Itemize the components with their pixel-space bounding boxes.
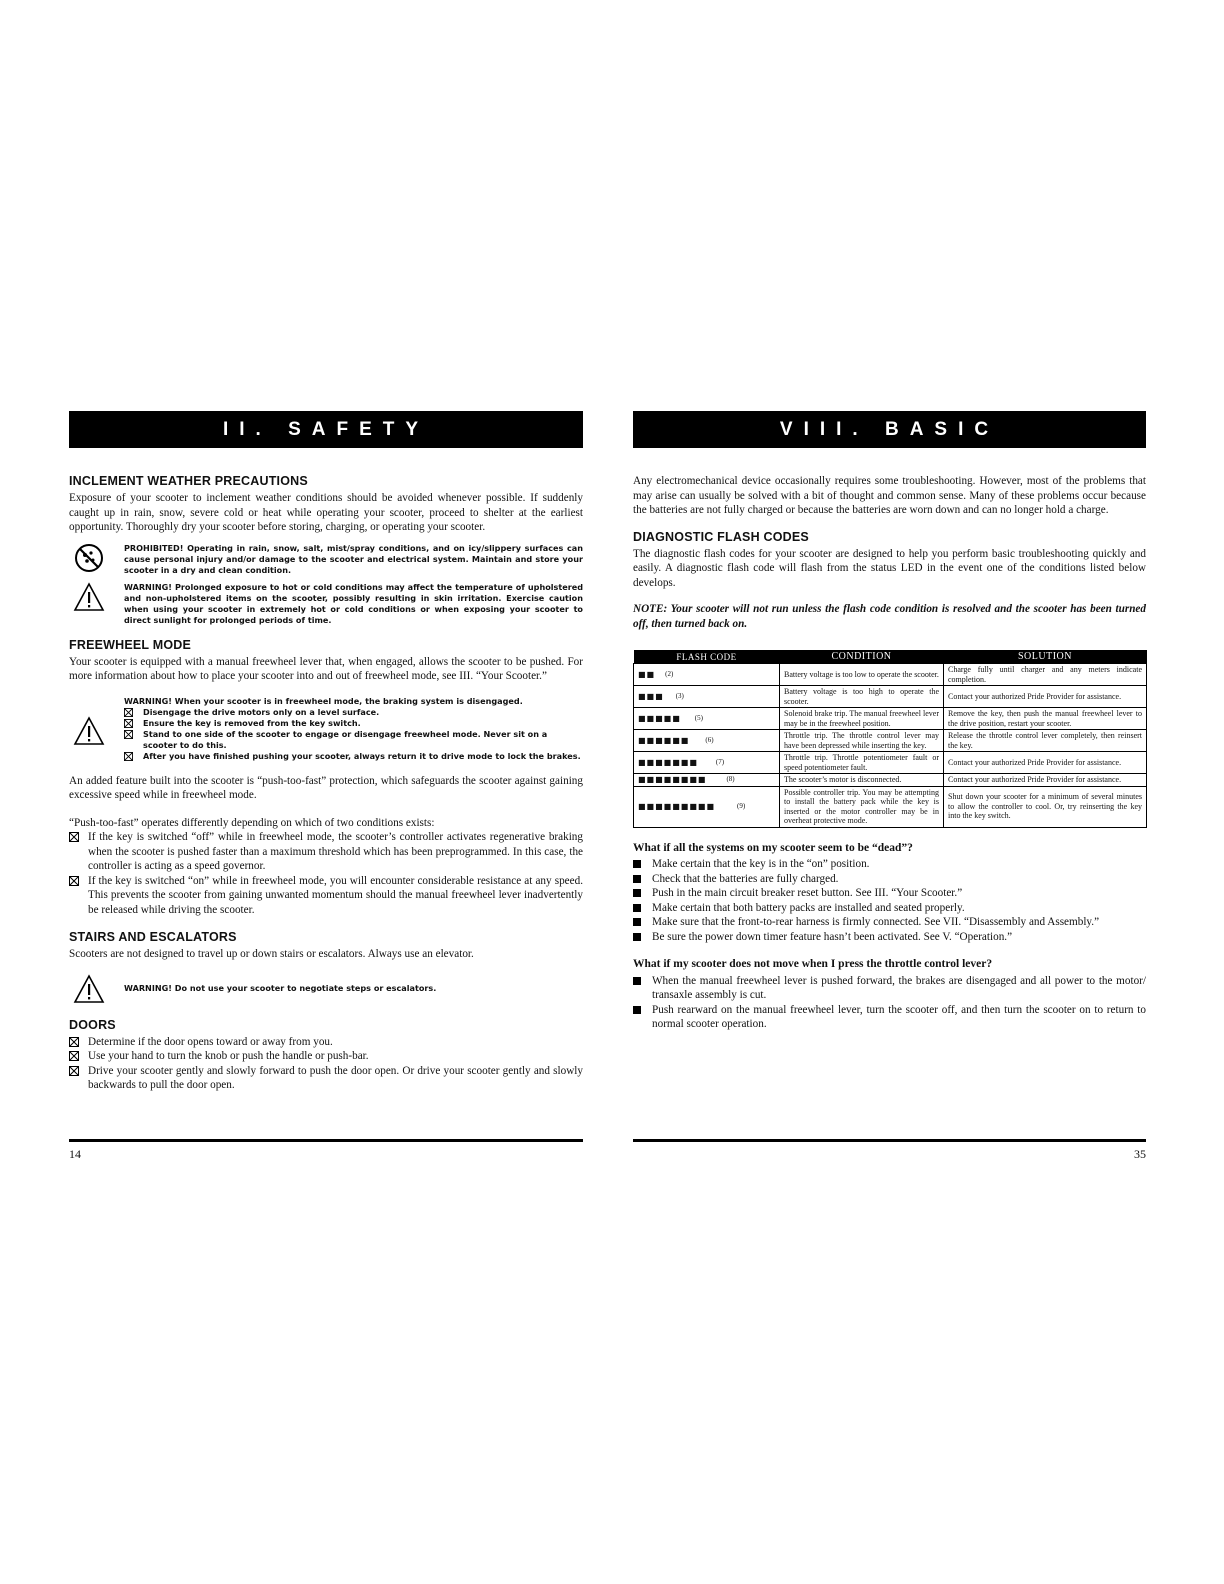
table-row [634,730,1147,752]
checkbox-x-icon [69,876,79,886]
dead-question: What if all the systems on my scooter seem to be “dead”? [633,841,913,854]
list-item: Determine if the door opens toward or away from you. [69,1035,583,1050]
heading-stairs-escalators: STAIRS AND ESCALATORS [69,930,237,944]
doors-list [69,1035,583,1093]
heading-doors: DOORS [69,1017,116,1032]
page-number: 14 [69,1147,81,1161]
weather-body: Exposure of your scooter to inclement weather conditions should be avoided whenever possible. If suddenly caught up in rain, snow, severe cold or heat while operating your scooter, proceed to shelter at the earliest opportunity. Thoroughly dry your scooter before storing, charging, or operating your scooter. [69,492,583,533]
list-item: Make certain that the key is in the “on” position. [633,857,1146,872]
no-move-checklist [633,974,1146,1032]
checkbox-x-icon [69,832,79,842]
list-item: When the manual freewheel lever is pushed forward, the brakes are disengaged and all power to the motor/ transaxle assembly is cut. [633,974,1146,1003]
flash-code-cell [634,786,780,827]
table-row [634,786,1147,827]
table-row [634,774,1147,787]
column-header: CONDITION [780,650,944,664]
condition-cell: Battery voltage is too low to operate the scooter. [780,664,944,686]
flash-code-note: NOTE: Your scooter will not run unless the flash code condition is resolved and the scooter has been turned off, then turned back on. [633,603,1146,630]
freewheel-body: Your scooter is equipped with a manual freewheel lever that, when engaged, allows the scooter to be pushed. For more information about how to place your scooter into and out of freewheel mode, see III. “Your Scooter.” [69,655,583,682]
solution-cell: Contact your authorized Pride Provider for assistance. [944,774,1147,787]
flash-code-table [633,650,1147,828]
flash-count: (6) [705,735,714,744]
table-header-row [634,650,1147,664]
footer-rule [633,1139,1146,1142]
list-item: Make sure that the front-to-rear harness is firmly connected. See VII. “Disassembly and Assembly.” [633,915,1146,930]
condition-cell: The scooter’s motor is disconnected. [780,774,944,787]
weather-warning-text: WARNING! Prolonged exposure to hot or cold conditions may affect the temperature of upholstered and non-upholstered items on the scooter, possibly resulting in skin irritation. Exercise caution when using your scooter in extremely hot or cold conditions or when exposing your scooter to direct sunlight for prolonged periods of time. [124,581,583,625]
table-row [634,708,1147,730]
flash-dots: ■■■■■■ [638,735,690,745]
list-item: If the key is switched “on” while in freewheel mode, you will encounter considerable resistance at any speed. This prevents the scooter from gaining unwanted momentum should the manual freewheel lever inadvertently be released while driving the scooter. [69,874,583,918]
freewheel-warning-title: WARNING! When your scooter is in freewheel mode, the braking system is disengaged. [124,695,523,706]
table-row [634,664,1147,686]
list-item: Push in the main circuit breaker reset button. See III. “Your Scooter.” [633,886,1146,901]
warning-triangle-icon [69,582,109,612]
heading-freewheel-mode: FREEWHEEL MODE [69,637,192,652]
list-item: Make certain that both battery packs are installed and seated properly. [633,901,1146,916]
solution-cell: Contact your authorized Pride Provider for assistance. [944,752,1147,774]
flash-count: (7) [715,757,725,766]
condition-cell: Throttle trip. The throttle control lever may have been depressed while inserting the key. [780,730,944,752]
freewheel-warning-body [109,696,583,762]
table-row [634,752,1147,774]
checkbox-x-icon [69,1051,79,1061]
section-banner-safety: II. SAFETY [69,411,583,448]
checkbox-x-icon [124,730,133,739]
prohibited-notice [69,543,583,576]
list-item: If the key is switched “off” while in freewheel mode, the scooter’s controller activates regenerative braking when the scooter is pushed faster than a maximum threshold which has been preprogrammed. In this case, the controller is acting as a speed governor. [69,830,583,874]
flash-dots: ■■■■■ [638,713,681,723]
flash-code-cell [634,774,780,787]
flash-code-cell [634,752,780,774]
flash-code-cell [634,664,780,686]
flash-dots: ■■■■■■■■ [638,775,707,784]
page-number: 35 [1134,1147,1146,1161]
column-header: SOLUTION [944,650,1147,664]
section-banner-troubleshooting: VIII. BASIC TROUBLESHOOTING [633,411,1146,448]
left-page [69,0,583,1584]
push-too-fast-conditions [69,830,583,917]
right-content [633,474,1146,1032]
weather-warning [69,582,583,626]
condition-cell: Solenoid brake trip. The manual freewheel lever may be in the freewheel position. [780,708,944,730]
flash-dots: ■■■■■■■■■ [638,801,716,811]
checkbox-x-icon [124,708,133,717]
list-item: Disengage the drive motors only on a level surface. [124,707,583,718]
flash-count: (8) [726,775,735,783]
freewheel-warning-list [124,707,583,762]
list-item: Be sure the power down timer feature hasn’t been activated. See V. “Operation.” [633,930,1146,945]
troubleshooting-intro: Any electromechanical device occasionally requires some troubleshooting. However, most of the problems that may arise can usually be solved with a bit of thought and common sense. Many of these problems occur because the batteries are not fully charged or because the batteries are worn down and can no longer hold a charge. [633,475,1146,516]
heading-diagnostic-flash-codes: DIAGNOSTIC FLASH CODES [633,529,809,544]
condition-cell: Throttle trip. Throttle potentiometer fault or speed potentiometer fault. [780,752,944,774]
table-row [634,686,1147,708]
flash-code-cell [634,686,780,708]
condition-cell: Possible controller trip. You may be attempting to install the battery pack while the key is inserted or the motor controller may be in overheat protective mode. [780,786,944,827]
warning-triangle-icon [69,974,109,1004]
flash-count: (5) [694,713,703,722]
prohibited-icon [69,543,109,573]
condition-cell: Battery voltage is too high to operate the scooter. [780,686,944,708]
solution-cell: Remove the key, then push the manual freewheel lever to the drive position, restart your scooter. [944,708,1147,730]
flash-code-cell [634,708,780,730]
push-too-fast-intro: “Push-too-fast” operates differently depending on which of two conditions exists: [69,816,435,829]
flash-count: (9) [737,801,746,810]
footer-rule [69,1139,583,1142]
list-item: Use your hand to turn the knob or push the handle or push-bar. [69,1049,583,1064]
checkbox-x-icon [69,1066,79,1076]
left-content [69,474,583,1093]
dead-checklist [633,857,1146,944]
flash-dots: ■■ [638,669,656,679]
stairs-warning [69,974,583,1004]
solution-cell: Shut down your scooter for a minimum of several minutes to allow the controller to cool. Or, try reinserting the key into the key switch. [944,786,1147,827]
solution-cell: Contact your authorized Pride Provider for assistance. [944,686,1147,708]
checkbox-x-icon [124,719,133,728]
column-header: FLASH CODE [634,650,780,664]
push-too-fast-body: An added feature built into the scooter is “push-too-fast” protection, which safeguards the scooter against gaining excessive speed while in freewheel mode. [69,774,583,801]
solution-cell: Charge fully until charger and any meters indicate completion. [944,664,1147,686]
stairs-body: Scooters are not designed to travel up or down stairs or escalators. Always use an elevator. [69,948,474,960]
solution-cell: Release the throttle control lever completely, then reinsert the key. [944,730,1147,752]
list-item: Check that the batteries are fully charged. [633,872,1146,887]
flash-code-cell [634,730,780,752]
flash-count: (3) [675,691,684,700]
freewheel-warning [69,696,583,762]
flash-count: (2) [665,669,674,678]
list-item: Push rearward on the manual freewheel lever, turn the scooter off, and then turn the scooter on to return to normal scooter operation. [633,1003,1146,1032]
list-item: Ensure the key is removed from the key switch. [124,718,583,729]
flash-code-table-body [634,664,1147,828]
flash-dots: ■■■ [638,691,664,701]
checkbox-x-icon [124,752,133,761]
diagnostic-body: The diagnostic flash codes for your scooter are designed to help you perform basic troubleshooting quickly and easily. A diagnostic flash code will flash from the status LED in the event one of the conditions listed below develops. [633,547,1146,589]
no-move-question: What if my scooter does not move when I press the throttle control lever? [633,958,993,970]
right-page [633,0,1146,1584]
list-item: Stand to one side of the scooter to engage or disengage freewheel mode. Never sit on a scooter to do this. [124,729,583,751]
list-item: After you have finished pushing your scooter, always return it to drive mode to lock the brakes. [124,751,583,762]
list-item: Drive your scooter gently and slowly forward to push the door open. Or drive your scooter gently and slowly backwards to pull the door open. [69,1064,583,1093]
prohibited-text: PROHIBITED! Operating in rain, snow, salt, mist/spray conditions, and on icy/slippery surfaces can cause personal injury and/or damage to the scooter and electrical system. Maintain and store your scooter in a dry and clean condition. [124,542,583,575]
warning-triangle-icon [69,696,109,746]
stairs-warning-text: WARNING! Do not use your scooter to negotiate steps or escalators. [124,983,437,993]
flash-dots: ■■■■■■■ [638,757,698,767]
heading-inclement-weather: INCLEMENT WEATHER PRECAUTIONS [69,474,308,488]
checkbox-x-icon [69,1037,79,1047]
